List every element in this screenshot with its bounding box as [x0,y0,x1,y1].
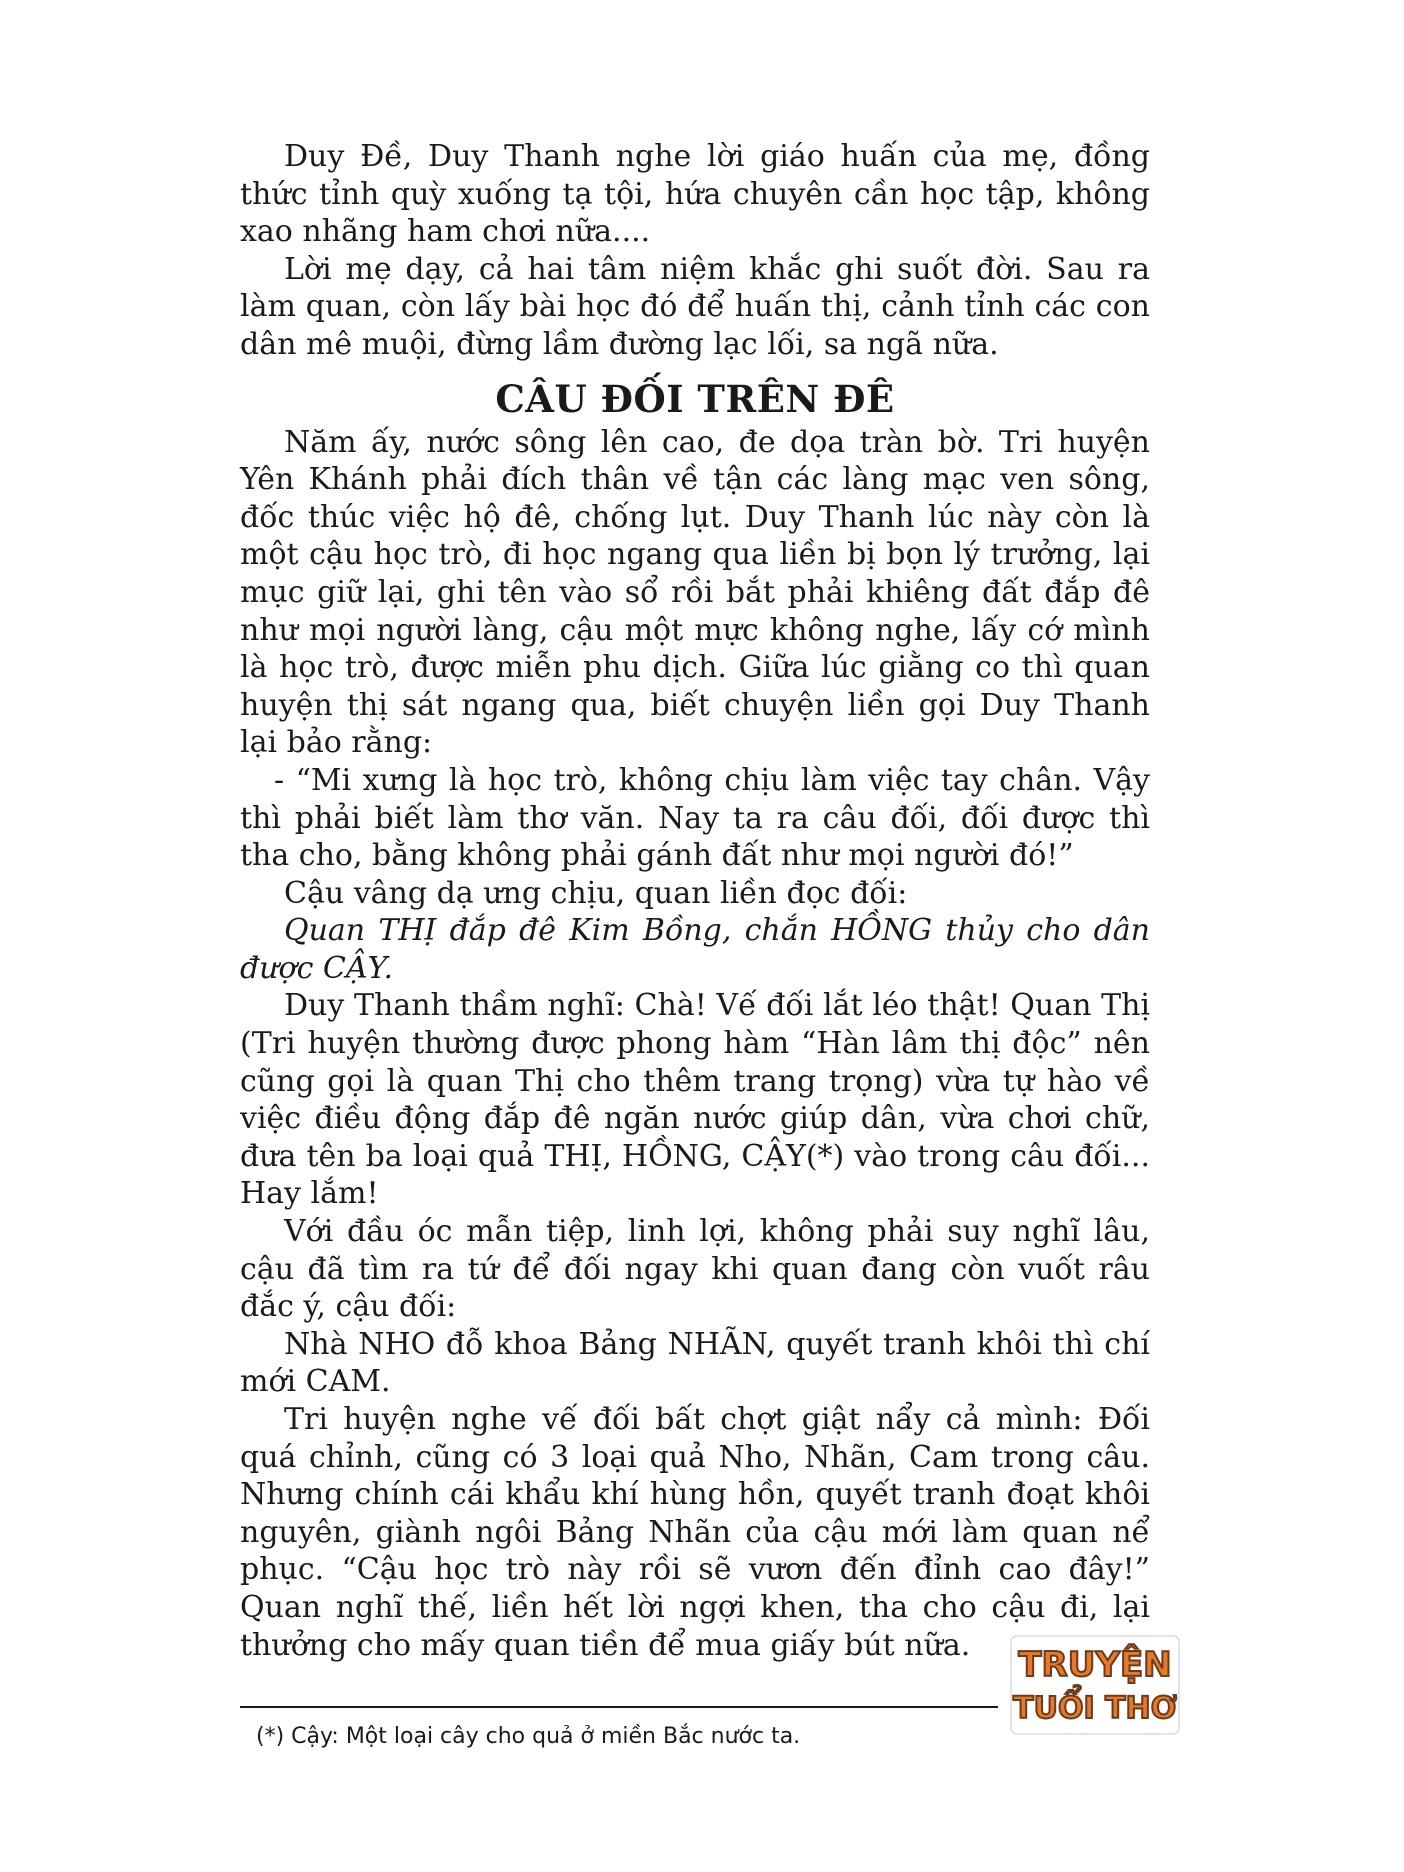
page-body [240,138,1150,1664]
paragraph-reply: Cậu vâng dạ ưng chịu, quan liền đọc đối: [284,875,908,911]
paragraph-intro: Năm ấy, nước sông lên cao, đe dọa tràn bờ. Tri huyện Yên Khánh phải đích thân về tận các làng mạc ven sông, đốc thúc việc hộ đê, chống lụt. Duy Thanh lúc này còn là một cậu học trò, đi học ngang qua liền bị bọn lý trưởng, lại mục giữ lại, ghi tên vào sổ rồi bắt phải khiêng đất đắp đê như mọi người làng, cậu một mực không nghe, lấy cớ mình là học trò, được miễn phu dịch. Giữa lúc giằng co thì quan huyện thị sát ngang qua, biết chuyện liền gọi Duy Thanh lại bảo rằng: [240,424,1150,761]
paragraph-repentance: Duy Đề, Duy Thanh nghe lời giáo huấn của mẹ, đồng thức tỉnh quỳ xuống tạ tội, hứa chuyên cần học tập, không xao nhãng ham chơi nữa.... [240,139,1150,250]
paragraph-official-quote: - “Mi xưng là học trò, không chịu làm việc tay chân. Vậy thì phải biết làm thơ văn. Nay ta ra câu đối, đối được thì tha cho, bằng không phải gánh đất như mọi người đó!” [240,762,1150,874]
paragraph-reflection: Duy Thanh thầm nghĩ: Chà! Vế đối lắt léo thật! Quan Thị (Tri huyện thường được phong hàm “Hàn lâm thị độc” nên cũng gọi là quan Thị cho thêm trang trọng) vừa tự hào về việc điều động đắp đê ngăn nước giúp dân, vừa chơi chữ, đưa tên ba loại quả THỊ, HỒNG, CẬY(*) vào trong câu đối... Hay lắm! [240,988,1150,1212]
paragraph-lesson: Lời mẹ dạy, cả hai tâm niệm khắc ghi suốt đời. Sau ra làm quan, còn lấy bài học đó để huấn thị, cảnh tỉnh các con dân mê muội, đừng lầm đường lạc lối, sa ngã nữa. [240,251,1150,362]
svg-text:TUỔI THƠ: TUỔI THƠ [1013,1691,1177,1726]
truyen-tuoi-tho-logo-icon [1005,1630,1185,1740]
footnote: (*) Cậy: Một loại cây cho quả ở miền Bắc nước ta. [256,1724,801,1749]
publisher-logo [1005,1630,1185,1740]
footnote-divider [240,1706,998,1708]
paragraph-ending: Tri huyện nghe vế đối bất chợt giật nẩy cả mình: Đối quá chỉnh, cũng có 3 loại quả Nho, Nhãn, Cam trong câu. Nhưng chính cái khẩu khí hùng hồn, quyết tranh đoạt khôi nguyên, giành ngôi Bảng Nhãn của cậu mới làm quan nể phục. “Cậu học trò này rồi sẽ vươn đến đỉnh cao đây!” Quan nghĩ thế, liền hết lời ngợi khen, tha cho cậu đi, lại thưởng cho mấy quan tiền để mua giấy bút nữa. [240,1402,1150,1663]
svg-text:TRUYỆN: TRUYỆN [1018,1645,1172,1685]
couplet-answer-line: Nhà NHO đỗ khoa Bảng NHÃN, quyết tranh khôi thì chí mới CAM. [240,1326,1150,1400]
paragraph-response-intro: Với đầu óc mẫn tiệp, linh lợi, không phải suy nghĩ lâu, cậu đã tìm ra tứ để đối ngay khi quan đang còn vuốt râu đắc ý, cậu đối: [240,1214,1150,1325]
section-title: CÂU ĐỐI TRÊN ĐÊ [495,376,895,421]
couplet-first-line: Quan THỊ đắp đê Kim Bồng, chắn HỒNG thủy cho dân được CẬY. [240,913,1150,986]
